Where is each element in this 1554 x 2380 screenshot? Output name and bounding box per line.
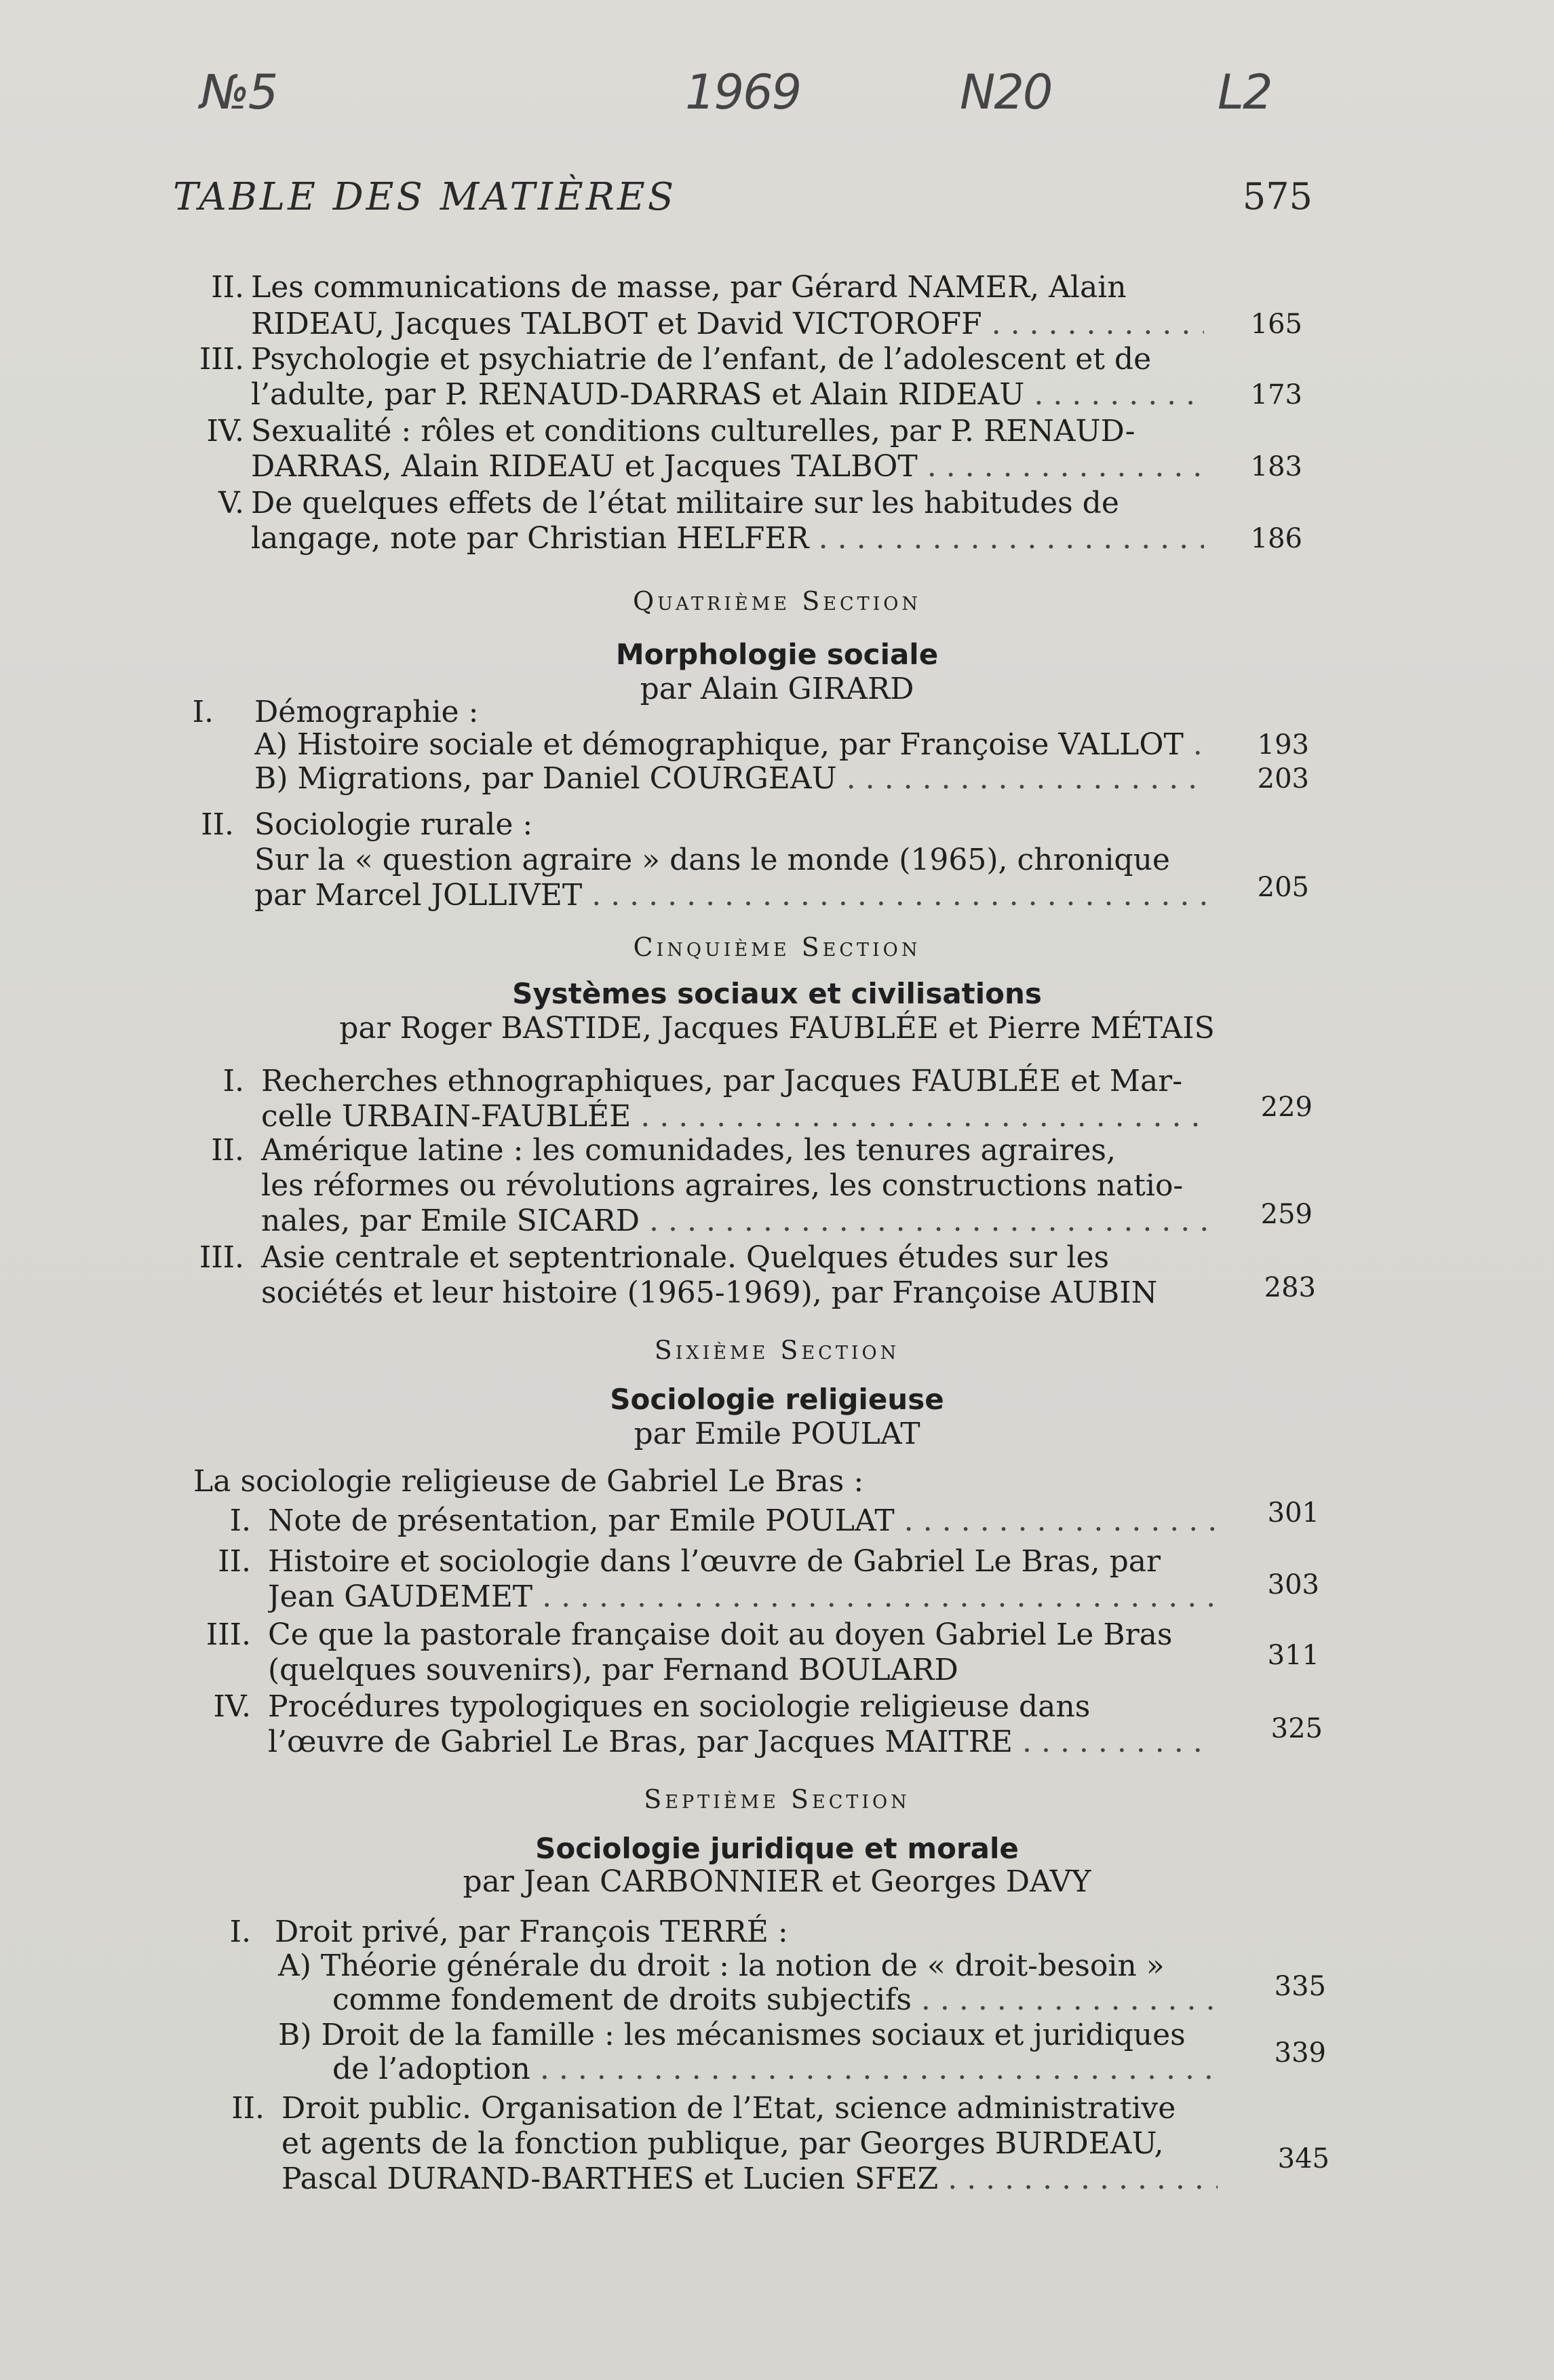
entry-title-line1: Note de présentation, par Emile POULAT . . .: [268, 1503, 1214, 1538]
entry-title-line1: Sur la « question agraire » dans le monde (1965), chronique: [254, 843, 1170, 877]
entry-leader: [251, 449, 1204, 484]
entry-page: 173: [1250, 379, 1302, 410]
entry-leader: [261, 1204, 1207, 1239]
entry-title-line2: DARRAS, Alain RIDEAU et Jacques TALBOT . . .: [251, 449, 1204, 484]
entry-title-line1: B) Droit de la famille : les mécanismes sociaux et juridiques: [278, 2018, 1186, 2052]
section-authors: par Roger BASTIDE, Jacques FAUBLÉE et Pierre MÉTAIS: [339, 1011, 1215, 1045]
section-label: Quatrième Section: [632, 586, 922, 616]
handwritten-note-3: N20: [960, 64, 1052, 120]
entry-title-line2: et agents de la fonction publique, par Georges BURDEAU,: [281, 2126, 1164, 2161]
entry-leader: [268, 1503, 1214, 1539]
entry-title-line1: Psychologie et psychiatrie de l’enfant, de l’adolescent et de: [251, 342, 1152, 377]
section-authors: par Jean CARBONNIER et Georges DAVY: [463, 1864, 1091, 1899]
entry-number: I.: [222, 1064, 244, 1098]
entry-title-line2: sociétés et leur histoire (1965-1969), par Françoise AUBIN: [261, 1275, 1158, 1310]
entry-page: 186: [1250, 523, 1302, 554]
entry-page: 203: [1257, 763, 1309, 794]
entry-page: 303: [1267, 1569, 1319, 1600]
entry-title-line1: Recherches ethnographiques, par Jacques FAUBLÉE et Mar-: [261, 1064, 1183, 1098]
entry-title-line2: de l’adoption . . .: [332, 2052, 1214, 2086]
entry-leader: [251, 521, 1204, 556]
entry-page: 229: [1260, 1092, 1313, 1123]
entry-title-line2: l’adulte, par P. RENAUD-DARRAS et Alain RIDEAU . . .: [251, 377, 1204, 412]
entry-number: III.: [199, 1240, 244, 1275]
section-title: Sociologie juridique et morale: [535, 1832, 1019, 1865]
entry-number: II.: [218, 1544, 251, 1579]
section-title: Sociologie religieuse: [610, 1383, 944, 1416]
entry-number: I.: [229, 1503, 251, 1538]
entry-heading: Droit privé, par François TERRÉ :: [275, 1915, 788, 1949]
entry-title-line1: Les communications de masse, par Gérard NAMER, Alain: [251, 270, 1127, 305]
entry-title-line1: Histoire et sociologie dans l’œuvre de Gabriel Le Bras, par: [268, 1544, 1161, 1579]
entry-title-line1: Ce que la pastorale française doit au doyen Gabriel Le Bras: [268, 1617, 1173, 1652]
entry-title-line1: Droit public. Organisation de l’Etat, science administrative: [281, 2091, 1176, 2126]
entry-leader: [251, 377, 1204, 412]
entry-page: 193: [1257, 729, 1309, 761]
entry-title-line1: De quelques effets de l’état militaire sur les habitudes de: [251, 486, 1119, 520]
section-authors: par Alain GIRARD: [640, 672, 914, 706]
section-title: Systèmes sociaux et civilisations: [512, 977, 1042, 1010]
entry-page: 165: [1250, 309, 1302, 340]
entry-leader: [254, 727, 1207, 763]
entry-page: 259: [1260, 1199, 1313, 1230]
entry-page: 335: [1274, 1971, 1326, 2002]
entry-page: 339: [1274, 2037, 1326, 2069]
entry-title-line1: Procédures typologiques en sociologie religieuse dans: [268, 1689, 1091, 1724]
entry-number: V.: [218, 486, 244, 520]
entry-page: 301: [1267, 1497, 1319, 1529]
entry-heading: Sociologie rurale :: [254, 807, 533, 842]
section-title: Morphologie sociale: [615, 638, 939, 671]
entry-number: II.: [201, 807, 234, 842]
page-number: 575: [1242, 175, 1313, 218]
entry-leader: [332, 2052, 1214, 2087]
entry-page: 345: [1277, 2143, 1329, 2174]
entry-title: B) Migrations, par Daniel COURGEAU . . .: [254, 761, 1207, 796]
entry-number: III.: [206, 1617, 251, 1652]
entry-title-line1: Asie centrale et septentrionale. Quelques études sur les: [261, 1240, 1110, 1275]
entry-title-line2: Jean GAUDEMET . . .: [268, 1579, 1214, 1614]
entry-title-line3: Pascal DURAND-BARTHES et Lucien SFEZ . . .: [281, 2162, 1218, 2196]
entry-page: 311: [1267, 1640, 1319, 1671]
section-authors: par Emile POULAT: [634, 1417, 920, 1451]
handwritten-note-1: №5: [200, 64, 277, 120]
entry-title-line1: Sexualité : rôles et conditions culturelles, par P. RENAUD-: [251, 414, 1135, 448]
entry-leader: [254, 878, 1207, 913]
entry-number: III.: [199, 342, 244, 377]
entry-leader: [332, 1982, 1214, 2018]
entry-page: 183: [1250, 451, 1302, 482]
entry-title-line2: par Marcel JOLLIVET . . .: [254, 878, 1207, 913]
entry-number: II.: [211, 1133, 244, 1168]
entry-title-line2: (quelques souvenirs), par Fernand BOULARD: [268, 1653, 958, 1687]
entry-number: I.: [229, 1915, 251, 1949]
entry-page: 325: [1270, 1713, 1323, 1744]
entry-title: A) Histoire sociale et démographique, par Françoise VALLOT . . .: [254, 727, 1207, 762]
section-label: Septième Section: [644, 1784, 910, 1814]
handwritten-note-4: L2: [1218, 64, 1272, 120]
entry-leader: [251, 307, 1204, 342]
entry-title-line1: A) Théorie générale du droit : la notion de « droit-besoin »: [278, 1949, 1165, 1983]
entry-leader: [261, 1099, 1207, 1134]
entry-title-line2: les réformes ou révolutions agraires, les constructions natio-: [261, 1168, 1184, 1203]
entry-leader: [254, 761, 1207, 796]
entry-number: II.: [231, 2091, 265, 2126]
section-label: Sixième Section: [654, 1335, 900, 1365]
entry-title-line2: RIDEAU, Jacques TALBOT et David VICTOROFF . . .: [251, 307, 1204, 341]
entry-number: II.: [211, 270, 244, 305]
running-head: [173, 175, 1313, 229]
entry-leader: [281, 2162, 1218, 2197]
entry-title-line1: Amérique latine : les comunidades, les tenures agraires,: [261, 1133, 1116, 1168]
entry-title-line2: langage, note par Christian HELFER . . .: [251, 521, 1204, 556]
entry-heading: Démographie :: [254, 695, 479, 729]
entry-leader: [268, 1579, 1214, 1615]
page-title: TABLE DES MATIÈRES: [173, 175, 677, 219]
section-label: Cinquième Section: [633, 932, 921, 962]
entry-title-line2: comme fondement de droits subjectifs . . .: [332, 1982, 1214, 2017]
entry-leader: [268, 1725, 1214, 1760]
handwritten-note-2: 1969: [685, 64, 801, 120]
entry-title-line3: nales, par Emile SICARD . . .: [261, 1204, 1207, 1238]
entry-page: 205: [1257, 872, 1309, 903]
entry-number: IV.: [213, 1689, 251, 1724]
entry-title-line2: celle URBAIN-FAUBLÉE . . .: [261, 1099, 1207, 1134]
entry-title-line2: l’œuvre de Gabriel Le Bras, par Jacques MAITRE . . .: [268, 1725, 1214, 1759]
entry-number: I.: [192, 695, 214, 729]
entry-heading: La sociologie religieuse de Gabriel Le Bras :: [193, 1464, 864, 1499]
entry-number: IV.: [206, 414, 244, 448]
entry-page: 283: [1264, 1272, 1316, 1303]
